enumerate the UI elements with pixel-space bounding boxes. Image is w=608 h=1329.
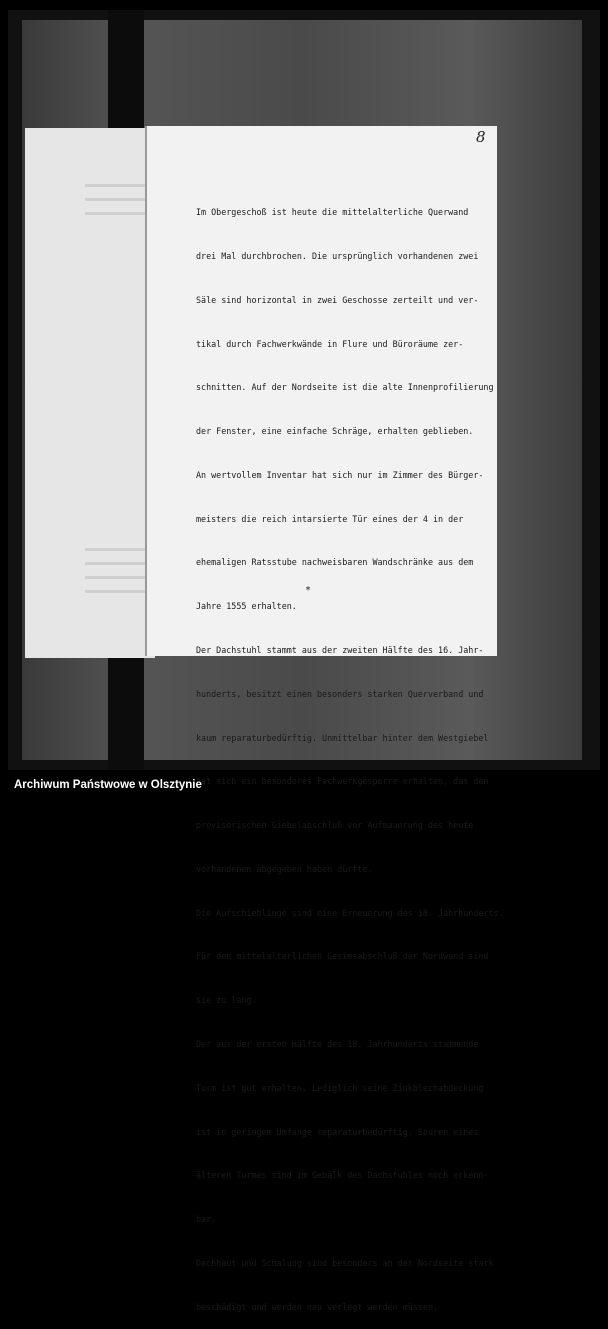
text-line: Säle sind horizontal in zwei Geschosse zerteilt und ver- <box>196 294 479 305</box>
text-line: Turm ist gut erhalten. Lediglich seine Zinkblechabdeckung <box>196 1082 484 1093</box>
ghost-text-line <box>85 198 145 201</box>
text-line: Für den mittelalterlichen Gesimsabschluß der Nordwand sind <box>196 951 489 962</box>
text-line: Jahre 1555 erhalten. <box>196 601 297 612</box>
underlying-page <box>25 128 155 658</box>
text-line: beschädigt und werden neu verlegt werden müssen. <box>196 1301 439 1312</box>
text-line: Die Aufschieblinge sind eine Erneuerung des 18. Jahrhunderts. <box>196 907 504 918</box>
text-line: An wertvollem Inventar hat sich nur im Zimmer des Bürger- <box>196 469 484 480</box>
text-line: hunderts, besitzt einen besonders starken Querverband und <box>196 688 484 699</box>
text-line: bar. <box>196 1214 217 1225</box>
ghost-text-line <box>85 184 145 187</box>
ghost-text-line <box>85 590 145 593</box>
text-line: der Fenster, eine einfache Schräge, erhalten geblieben. <box>196 426 474 437</box>
ghost-text-line <box>85 562 145 565</box>
text-line: schnitten. Auf der Nordseite ist die alte Innenprofilierung <box>196 382 494 393</box>
archive-label: Archiwum Państwowe w Olsztynie <box>14 779 202 791</box>
text-line: Der Dachstuhl stammt aus der zweiten Hälfte des 16. Jahr- <box>196 645 484 655</box>
text-line: drei Mal durchbrochen. Die ursprünglich vorhandenen zwei <box>196 250 479 261</box>
page-number: 8 <box>476 128 486 146</box>
text-line: Im Obergeschoß ist heute die mittelalterliche Querwand <box>196 207 469 218</box>
document-body <box>196 176 504 1329</box>
text-line: provisorischen Giebelabschluß vor Aufmauerung des heute <box>196 820 474 831</box>
end-mark: * <box>305 585 312 596</box>
text-line: meisters die reich intarsierte Tür eines der 4 in der <box>196 513 464 524</box>
text-line: hat sich ein besonderes Fachwerkgesperre erhalten, das den <box>196 776 489 787</box>
text-line: kaum reparaturbedürftig. Unmittelbar hinter dem Westgiebel <box>196 732 489 743</box>
text-line: älteren Turmes sind im Gebälk des Dachstuhles noch erkenn- <box>196 1170 489 1181</box>
text-line: vorhandenen abgegeben haben dürfte. <box>196 863 373 874</box>
text-line: Dachhaut und Schalung sind besonders an der Nordseite stark <box>196 1257 494 1268</box>
ghost-text-line <box>85 548 145 551</box>
text-line: ist in geringem Umfange reparaturbedürftig. Spuren eines <box>196 1126 479 1137</box>
text-line: sie zu lang. <box>196 995 257 1006</box>
text-line: tikal durch Fachwerkwände in Flure und Büroräume zer- <box>196 338 464 349</box>
text-line: Der aus der ersten Hälfte des 18. Jahrhunderts stammende <box>196 1039 479 1050</box>
text-line: ehemaligen Ratsstube nachweisbaren Wandschränke aus dem <box>196 557 474 568</box>
ghost-text-line <box>85 576 145 579</box>
ghost-text-line <box>85 212 145 215</box>
